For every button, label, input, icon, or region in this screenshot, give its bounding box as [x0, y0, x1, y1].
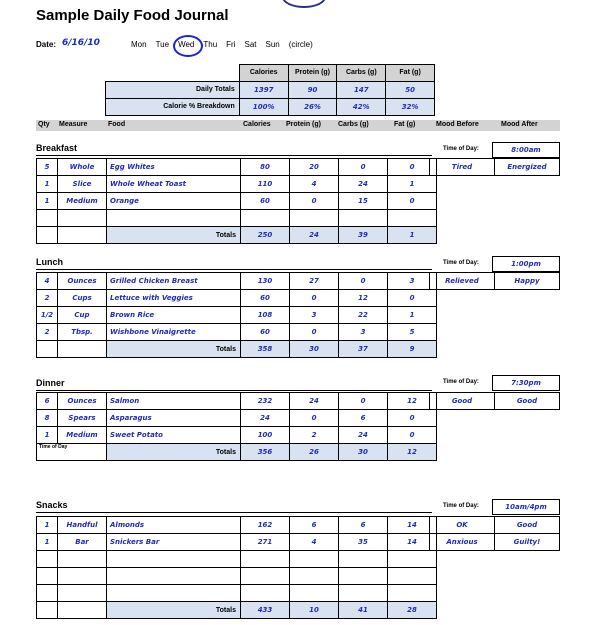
fat-cell[interactable]: 1 [388, 176, 437, 193]
qty-cell[interactable] [37, 568, 58, 585]
fat-cell[interactable]: 0 [388, 410, 437, 427]
food-cell[interactable]: Almonds [107, 517, 241, 534]
totals-label: Totals [107, 602, 241, 619]
daily-total-fat[interactable]: 50 [386, 81, 435, 98]
fat-cell[interactable]: 0 [388, 427, 437, 444]
total-calories[interactable]: 358 [241, 341, 290, 358]
daily-total-calories[interactable]: 1397 [239, 81, 288, 98]
lunch-divider [36, 269, 432, 270]
protein-cell[interactable]: 6 [290, 517, 339, 534]
table-row [37, 517, 437, 534]
food-cell[interactable]: Snickers Bar [107, 534, 241, 551]
total-fat[interactable]: 28 [388, 602, 437, 619]
fat-cell[interactable]: 5 [388, 324, 437, 341]
protein-cell[interactable] [290, 551, 339, 568]
fat-cell[interactable]: 0 [388, 290, 437, 307]
calories-cell[interactable]: 24 [241, 410, 290, 427]
food-cell[interactable] [107, 551, 241, 568]
col-measure: Measure [59, 121, 88, 128]
calories-cell[interactable]: 80 [241, 159, 290, 176]
col-calories: Calories [243, 121, 271, 128]
lunch-title: Lunch [36, 257, 63, 267]
daily-total-protein[interactable]: 90 [288, 81, 337, 98]
measure-cell[interactable]: Whole [58, 159, 107, 176]
calories-cell[interactable]: 100 [241, 427, 290, 444]
snacks-time-label: Time of Day: [443, 503, 479, 509]
snacks-title: Snacks [36, 500, 68, 510]
qty-cell[interactable]: 2 [37, 324, 58, 341]
food-cell[interactable]: Wishbone Vinaigrette [107, 324, 241, 341]
measure-cell[interactable] [58, 551, 107, 568]
logo-arc [282, 0, 326, 8]
calories-cell[interactable] [241, 568, 290, 585]
total-carbs[interactable]: 37 [339, 341, 388, 358]
dinner-mood-table [429, 392, 560, 410]
qty-cell[interactable]: 8 [37, 410, 58, 427]
qty-cell[interactable] [37, 551, 58, 568]
protein-cell[interactable]: 3 [290, 307, 339, 324]
dinner-table [36, 392, 437, 461]
day-thu[interactable]: Thu [203, 40, 218, 49]
food-cell[interactable]: Whole Wheat Toast [107, 176, 241, 193]
calories-cell[interactable] [241, 585, 290, 602]
col-protein: Protein (g) [286, 121, 321, 128]
daily-total-carbs[interactable]: 147 [337, 81, 386, 98]
totals-row [37, 602, 437, 619]
fat-cell[interactable] [388, 585, 437, 602]
total-fat[interactable]: 9 [388, 341, 437, 358]
measure-cell[interactable]: Slice [58, 176, 107, 193]
total-protein[interactable]: 26 [290, 444, 339, 461]
measure-cell[interactable]: Cups [58, 290, 107, 307]
calories-cell[interactable]: 60 [241, 324, 290, 341]
protein-cell[interactable]: 0 [290, 410, 339, 427]
lunch-table [36, 272, 437, 358]
carbs-cell[interactable]: 15 [339, 193, 388, 210]
summary-header-carbs: Carbs (g) [337, 65, 386, 82]
mood-after-cell[interactable]: Good [495, 517, 560, 534]
carbs-cell[interactable] [339, 551, 388, 568]
table-row [37, 176, 437, 193]
breakfast-time-label: Time of Day: [443, 146, 479, 152]
measure-cell[interactable]: Tbsp. [58, 324, 107, 341]
total-carbs[interactable]: 30 [339, 444, 388, 461]
summary-header-protein: Protein (g) [288, 65, 337, 82]
day-tue[interactable]: Tue [155, 40, 170, 49]
qty-cell[interactable]: 1 [37, 534, 58, 551]
calories-cell[interactable]: 162 [241, 517, 290, 534]
mood-before-cell[interactable]: Good [430, 393, 495, 410]
table-row [37, 393, 437, 410]
total-fat[interactable]: 12 [388, 444, 437, 461]
table-row [37, 324, 437, 341]
lunch-time-label: Time of Day: [443, 260, 479, 266]
protein-cell[interactable]: 0 [290, 324, 339, 341]
food-cell[interactable]: Sweet Potato [107, 427, 241, 444]
column-header-bar [36, 120, 560, 131]
food-cell[interactable] [107, 568, 241, 585]
total-calories[interactable]: 356 [241, 444, 290, 461]
breakdown-fat[interactable]: 32% [386, 98, 435, 115]
table-row [37, 585, 437, 602]
breakfast-mood-table [429, 158, 560, 176]
qty-cell[interactable]: 6 [37, 393, 58, 410]
totals-label: Totals [107, 227, 241, 244]
mood-before-cell[interactable]: OK [430, 517, 495, 534]
day-fri[interactable]: Fri [226, 40, 236, 49]
measure-cell[interactable]: Handful [58, 517, 107, 534]
fat-cell[interactable]: 12 [388, 393, 437, 410]
breakdown-protein[interactable]: 26% [288, 98, 337, 115]
carbs-cell[interactable] [339, 210, 388, 227]
mood-before-cell[interactable]: Tired [430, 159, 495, 176]
table-row [37, 568, 437, 585]
qty-cell[interactable] [37, 227, 58, 244]
calories-cell[interactable] [241, 210, 290, 227]
measure-cell[interactable] [58, 602, 107, 619]
measure-cell[interactable]: Cup [58, 307, 107, 324]
col-mood-after: Mood After [501, 121, 538, 128]
mood-before-cell[interactable]: Relieved [430, 273, 495, 290]
table-row [37, 159, 437, 176]
carbs-cell[interactable]: 35 [339, 534, 388, 551]
carbs-cell[interactable]: 0 [339, 393, 388, 410]
protein-cell[interactable] [290, 585, 339, 602]
protein-cell[interactable]: 2 [290, 427, 339, 444]
totals-row [37, 227, 437, 244]
totals-row [37, 444, 437, 461]
fat-cell[interactable] [388, 568, 437, 585]
day-mon[interactable]: Mon [131, 40, 147, 49]
mood-after-cell[interactable]: Good [495, 393, 560, 410]
total-fat[interactable]: 1 [388, 227, 437, 244]
table-row [37, 273, 437, 290]
food-cell[interactable]: Asparagus [107, 410, 241, 427]
total-protein[interactable]: 30 [290, 341, 339, 358]
summary-header-calories: Calories [239, 65, 288, 82]
calories-cell[interactable]: 108 [241, 307, 290, 324]
date-label: Date: [36, 40, 57, 49]
food-cell[interactable]: Egg Whites [107, 159, 241, 176]
breakfast-title: Breakfast [36, 143, 78, 153]
measure-cell[interactable]: Ounces [58, 393, 107, 410]
food-cell[interactable]: Orange [107, 193, 241, 210]
fat-cell[interactable]: 3 [388, 273, 437, 290]
snacks-divider [36, 512, 432, 513]
total-carbs[interactable]: 39 [339, 227, 388, 244]
total-protein[interactable]: 10 [290, 602, 339, 619]
qty-cell[interactable]: 1/2 [37, 307, 58, 324]
snacks-table [36, 516, 437, 619]
total-carbs[interactable]: 41 [339, 602, 388, 619]
table-row [37, 427, 437, 444]
protein-cell[interactable] [290, 568, 339, 585]
carbs-cell[interactable]: 0 [339, 273, 388, 290]
day-selector [131, 40, 322, 49]
col-food: Food [108, 121, 126, 128]
qty-cell[interactable]: 1 [37, 176, 58, 193]
protein-cell[interactable]: 4 [290, 534, 339, 551]
measure-cell[interactable]: Medium [58, 427, 107, 444]
carbs-cell[interactable]: 0 [339, 159, 388, 176]
qty-cell[interactable]: 2 [37, 290, 58, 307]
table-row [37, 193, 437, 210]
totals-label: Totals [107, 341, 241, 358]
calories-cell[interactable]: 60 [241, 193, 290, 210]
totals-label: Totals [107, 444, 241, 461]
day-sun[interactable]: Sun [265, 40, 280, 49]
food-cell[interactable] [107, 210, 241, 227]
breakfast-table [36, 158, 437, 244]
col-mood-before: Mood Before [436, 121, 479, 128]
dinner-time-label: Time of Day: [443, 379, 479, 385]
fat-cell[interactable]: 14 [388, 517, 437, 534]
calories-cell[interactable]: 130 [241, 273, 290, 290]
fat-cell[interactable]: 1 [388, 307, 437, 324]
mood-after-cell[interactable]: Guilty! [495, 534, 560, 551]
col-carbs: Carbs (g) [338, 121, 369, 128]
breakdown-calories[interactable]: 100% [239, 98, 288, 115]
daily-totals-label: Daily Totals [106, 81, 240, 98]
qty-cell[interactable] [37, 341, 58, 358]
table-row [37, 307, 437, 324]
total-calories[interactable]: 433 [241, 602, 290, 619]
mood-after-cell[interactable]: Energized [495, 159, 560, 176]
dinner-time-value[interactable]: 7:30pm [492, 375, 560, 391]
table-row [37, 410, 437, 427]
page-title: Sample Daily Food Journal [36, 7, 229, 24]
dinner-time-of-day-small: Time of Day [37, 444, 107, 461]
food-cell[interactable] [107, 585, 241, 602]
qty-cell[interactable] [37, 602, 58, 619]
food-cell[interactable]: Brown Rice [107, 307, 241, 324]
measure-cell[interactable]: Spears [58, 410, 107, 427]
carbs-cell[interactable] [339, 568, 388, 585]
qty-cell[interactable]: 1 [37, 427, 58, 444]
fat-cell[interactable]: 14 [388, 534, 437, 551]
carbs-cell[interactable] [339, 585, 388, 602]
lunch-mood-table [429, 272, 560, 290]
carbs-cell[interactable]: 22 [339, 307, 388, 324]
fat-cell[interactable] [388, 551, 437, 568]
calories-cell[interactable]: 271 [241, 534, 290, 551]
qty-cell[interactable]: 5 [37, 159, 58, 176]
measure-cell[interactable] [58, 341, 107, 358]
total-calories[interactable]: 250 [241, 227, 290, 244]
qty-cell[interactable] [37, 210, 58, 227]
carbs-cell[interactable]: 24 [339, 176, 388, 193]
protein-cell[interactable]: 24 [290, 393, 339, 410]
table-row [37, 290, 437, 307]
totals-row [37, 341, 437, 358]
total-protein[interactable]: 24 [290, 227, 339, 244]
measure-cell[interactable]: Bar [58, 534, 107, 551]
fat-cell[interactable]: 0 [388, 193, 437, 210]
qty-cell[interactable]: 1 [37, 517, 58, 534]
date-value[interactable]: 6/16/10 [62, 38, 100, 48]
table-row [37, 551, 437, 568]
lunch-time-value[interactable]: 1:00pm [492, 256, 560, 272]
breakdown-label: Calorie % Breakdown [106, 98, 240, 115]
qty-cell[interactable]: 4 [37, 273, 58, 290]
measure-cell[interactable] [58, 585, 107, 602]
circle-note: (circle) [288, 40, 313, 49]
dinner-title: Dinner [36, 378, 65, 388]
protein-cell[interactable]: 4 [290, 176, 339, 193]
mood-after-cell[interactable]: Happy [495, 273, 560, 290]
measure-cell[interactable] [58, 227, 107, 244]
fat-cell[interactable] [388, 210, 437, 227]
food-cell[interactable]: Grilled Chicken Breast [107, 273, 241, 290]
breakfast-divider [36, 155, 432, 156]
measure-cell[interactable] [58, 210, 107, 227]
snacks-mood-table [429, 516, 560, 551]
protein-cell[interactable]: 20 [290, 159, 339, 176]
calories-cell[interactable] [241, 551, 290, 568]
table-row [37, 210, 437, 227]
qty-cell[interactable] [37, 585, 58, 602]
protein-cell[interactable] [290, 210, 339, 227]
protein-cell[interactable]: 27 [290, 273, 339, 290]
measure-cell[interactable]: Ounces [58, 273, 107, 290]
calories-cell[interactable]: 60 [241, 290, 290, 307]
protein-cell[interactable]: 0 [290, 193, 339, 210]
measure-cell[interactable]: Medium [58, 193, 107, 210]
summary-table [105, 64, 435, 116]
summary-header-fat: Fat (g) [386, 65, 435, 82]
food-cell[interactable]: Salmon [107, 393, 241, 410]
measure-cell[interactable] [58, 568, 107, 585]
col-fat: Fat (g) [394, 121, 416, 128]
breakdown-carbs[interactable]: 42% [337, 98, 386, 115]
table-row [37, 534, 437, 551]
carbs-cell[interactable]: 6 [339, 517, 388, 534]
mood-before-cell[interactable]: Anxious [430, 534, 495, 551]
dinner-divider [36, 390, 432, 391]
food-cell[interactable]: Lettuce with Veggies [107, 290, 241, 307]
carbs-cell[interactable]: 3 [339, 324, 388, 341]
qty-cell[interactable]: 1 [37, 193, 58, 210]
col-qty: Qty [38, 121, 50, 128]
carbs-cell[interactable]: 6 [339, 410, 388, 427]
breakfast-time-value[interactable]: 8:00am [492, 142, 560, 158]
carbs-cell[interactable]: 12 [339, 290, 388, 307]
calories-cell[interactable]: 232 [241, 393, 290, 410]
day-wed[interactable]: Wed [178, 40, 195, 49]
calories-cell[interactable]: 110 [241, 176, 290, 193]
snacks-time-value[interactable]: 10am/4pm [492, 499, 560, 515]
carbs-cell[interactable]: 24 [339, 427, 388, 444]
fat-cell[interactable]: 0 [388, 159, 437, 176]
day-sat[interactable]: Sat [244, 40, 257, 49]
protein-cell[interactable]: 0 [290, 290, 339, 307]
